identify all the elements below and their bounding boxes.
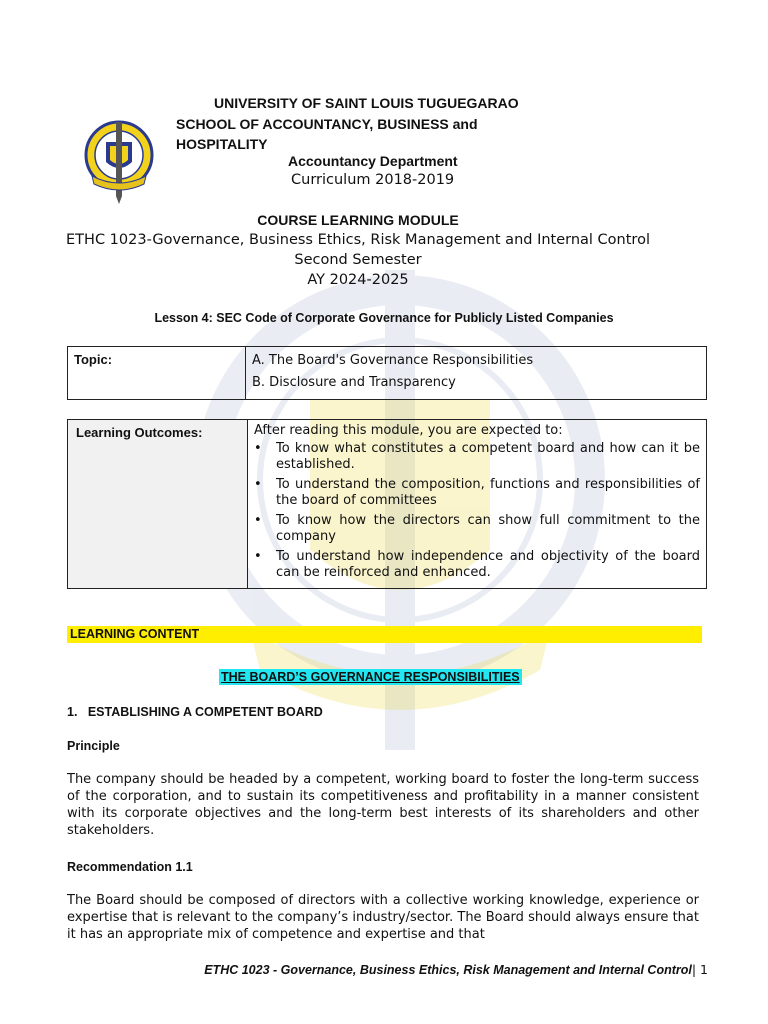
- university-name: UNIVERSITY OF SAINT LOUIS TUGUEGARAO: [214, 95, 519, 111]
- recommendation-paragraph: The Board should be composed of directors with a collective working knowledge, experience or expertise that is relevant to the company’s industry/sector. The Board should always ensure that it has an appropriate mix of competence and expertise and that: [67, 893, 699, 942]
- learning-outcomes-table: [67, 419, 707, 589]
- footer-course: ETHC 1023 - Governance, Business Ethics, Risk Management and Internal Control: [204, 963, 692, 977]
- lesson-title: Lesson 4: SEC Code of Corporate Governance for Publicly Listed Companies: [154, 311, 614, 325]
- recommendation-label: Recommendation 1.1: [67, 860, 193, 874]
- outcome-text: To know what constitutes a competent board and how can it be established.: [276, 441, 700, 472]
- topic-list: [246, 347, 707, 400]
- page-number: | 1: [691, 962, 708, 977]
- school-name-line1: SCHOOL OF ACCOUNTANCY, BUSINESS and: [176, 116, 478, 132]
- section-heading: 1. ESTABLISHING A COMPETENT BOARD: [67, 705, 323, 719]
- page-footer: [204, 962, 708, 977]
- principle-label: Principle: [67, 739, 120, 753]
- learning-outcomes-label: Learning Outcomes:: [68, 420, 248, 589]
- outcome-text: To understand how independence and objectivity of the board can be reinforced and enhanced.: [276, 549, 700, 580]
- list-item: [254, 477, 700, 509]
- bullet-icon: •: [254, 477, 262, 492]
- outcome-text: To know how the directors can show full commitment to the company: [276, 513, 700, 544]
- bullet-icon: •: [254, 549, 262, 564]
- module-title: COURSE LEARNING MODULE: [257, 212, 459, 228]
- principle-paragraph: The company should be headed by a competent, working board to foster the long-term success of the corporation, and to sustain its competitiveness and profitability in a manner consistent with its corporate objectives and the long-term best interests of its shareholders and other stakeholders.: [67, 772, 699, 838]
- academic-year: AY 2024-2025: [307, 272, 409, 288]
- topic-table: [67, 346, 707, 400]
- semester: Second Semester: [294, 252, 422, 268]
- section-title: THE BOARD’S GOVERNANCE RESPONSIBILITIES: [221, 670, 520, 684]
- school-name-line2: HOSPITALITY: [176, 136, 268, 152]
- bullet-icon: •: [254, 513, 262, 528]
- topic-item: B. Disclosure and Transparency: [252, 375, 456, 390]
- list-item: [254, 549, 700, 581]
- bullet-icon: •: [254, 441, 262, 456]
- learning-content-banner: LEARNING CONTENT: [67, 626, 702, 643]
- course-title: ETHC 1023-Governance, Business Ethics, Risk Management and Internal Control: [66, 232, 650, 248]
- department-name: Accountancy Department: [288, 153, 458, 169]
- topic-item: A. The Board's Governance Responsibilities: [252, 353, 534, 368]
- school-name: [176, 114, 536, 154]
- topic-label: Topic:: [68, 347, 246, 400]
- university-seal-icon: [82, 118, 156, 204]
- list-item: [254, 513, 700, 545]
- list-item: [254, 441, 700, 473]
- learning-outcomes-list: [248, 420, 707, 589]
- outcomes-intro: After reading this module, you are expected to:: [254, 423, 563, 438]
- outcome-text: To understand the composition, functions and responsibilities of the board of committees: [276, 477, 700, 508]
- curriculum-year: Curriculum 2018-2019: [291, 172, 455, 188]
